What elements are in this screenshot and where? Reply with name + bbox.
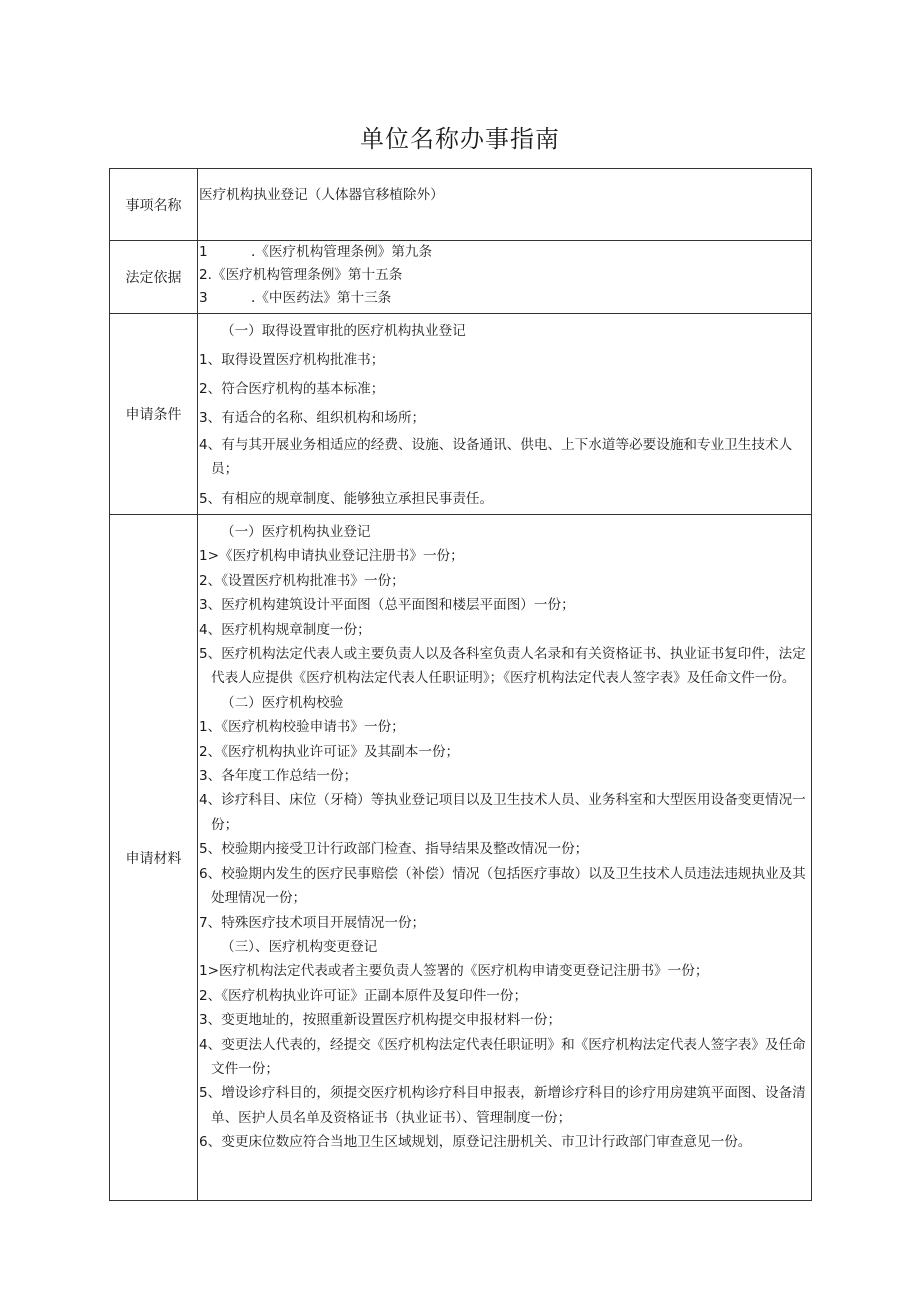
condition-item: 3、有适合的名称、组织机构和场所； [199, 410, 426, 426]
row-conditions [110, 314, 812, 515]
material-item: 3、医疗机构建筑设计平面图（总平面图和楼层平面图）一份； [199, 597, 575, 614]
material-item: 5、医疗机构法定代表人或主要负责人以及各科室负责人名录和有关资格证书、执业证书复印件，法定代表人应提供《医疗机构法定代表人任职证明》；《医疗机构法定代表人签字表》及任命文件一份。 [199, 646, 806, 687]
material-item: 1>《医疗机构申请执业登记注册书》一份； [199, 548, 464, 565]
condition-item: 1、取得设置医疗机构批准书； [199, 352, 385, 368]
material-item: 2、《设置医疗机构批准书》一份； [199, 572, 405, 589]
condition-item: 5、有相应的规章制度、能够独立承担民事责任。 [199, 491, 494, 507]
material-item: 3、变更地址的，按照重新设置医疗机构提交申报材料一份； [199, 1012, 562, 1029]
materials-heading: （一）医疗机构执业登记 [221, 524, 371, 540]
materials-heading: （二）医疗机构校验 [221, 694, 344, 711]
material-item: 1>医疗机构法定代表或者主要负责人签署的《医疗机构申请变更登记注册书》一份； [199, 963, 709, 980]
value-legal-basis [198, 241, 812, 314]
material-item: 3、各年度工作总结一份； [199, 768, 358, 785]
basis-line: 1 .《医疗机构管理条例》第九条 [199, 244, 433, 260]
material-item: 1、《医疗机构校验申请书》一份； [199, 719, 405, 736]
row-item-name [110, 169, 812, 241]
material-item: 6、变更床位数应符合当地卫生区域规划，原登记注册机关、市卫计行政部门审查意见一份。 [199, 1134, 752, 1151]
page-title: 单位名称办事指南 [360, 125, 560, 153]
material-item: 4、变更法人代表的，经提交《医疗机构法定代表任职证明》和《医疗机构法定代表人签字表》及任命文件一份； [199, 1036, 806, 1077]
material-item: 5、校验期内接受卫计行政部门检查、指导结果及整改情况一份； [199, 841, 589, 858]
value-conditions [198, 314, 812, 515]
value-materials [198, 515, 812, 1201]
material-item: 7、特殊医疗技术项目开展情况一份； [199, 914, 426, 931]
value-item-name [198, 169, 812, 241]
label-item-name: 事项名称 [110, 169, 198, 241]
material-item: 2、《医疗机构执业许可证》及其副本一份； [199, 743, 460, 760]
material-item: 6、校验期内发生的医疗民事赔偿（补偿）情况（包括医疗事故）以及卫生技术人员违法违规执业及其处理情况一份； [199, 865, 806, 907]
guide-table [109, 168, 812, 1201]
label-materials: 申请材料 [110, 515, 198, 1201]
material-item: 2、《医疗机构执业许可证》正副本原件及复印件一份； [199, 987, 528, 1004]
label-conditions: 申请条件 [110, 314, 198, 515]
materials-heading: （三）、医疗机构变更登记 [221, 938, 378, 955]
condition-item: 4、有与其开展业务相适应的经费、设施、设备通讯、供电、上下水道等必要设施和专业卫生技术人员； [199, 437, 793, 477]
row-materials [110, 515, 812, 1201]
material-item: 4、医疗机构规章制度一份； [199, 621, 371, 638]
material-item: 4、诊疗科目、床位（牙椅）等执业登记项目以及卫生技术人员、业务科室和大型医用设备变更情况一份； [199, 792, 806, 833]
condition-item: 2、符合医疗机构的基本标准； [199, 381, 385, 397]
label-legal-basis: 法定依据 [110, 241, 198, 314]
item-name-text: 医疗机构执业登记（人体器官移植除外） [199, 187, 444, 203]
basis-line: 2.《医疗机构管理条例》第十五条 [199, 267, 403, 283]
basis-line: 3 .《中医药法》第十三条 [199, 290, 392, 306]
row-legal-basis [110, 241, 812, 314]
material-item: 5、增设诊疗科目的，须提交医疗机构诊疗科目申报表，新增诊疗科目的诊疗用房建筑平面图、设备清单、医护人员名单及资格证书（执业证书）、管理制度一份； [199, 1085, 806, 1126]
conditions-heading: （一）取得设置审批的医疗机构执业登记 [221, 323, 466, 339]
